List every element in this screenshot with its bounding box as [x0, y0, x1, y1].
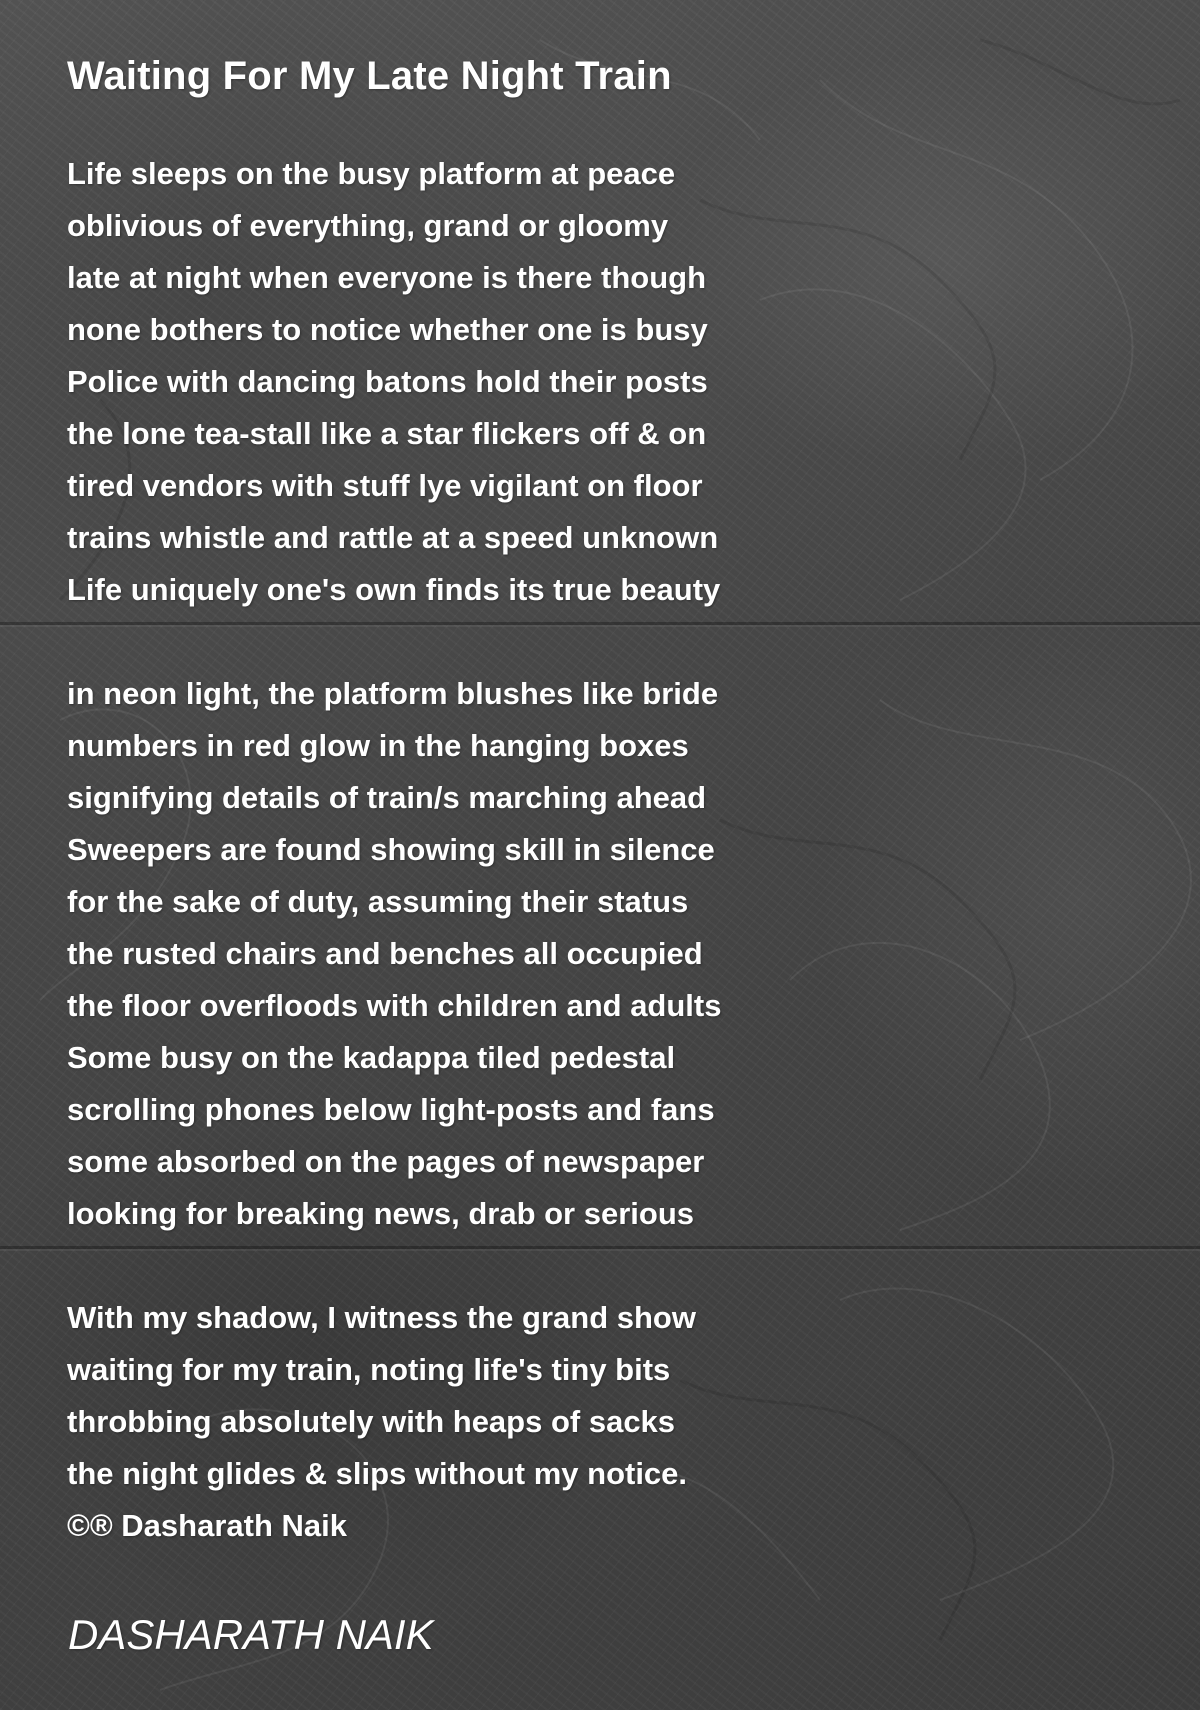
- poem-line: scrolling phones below light-posts and fans: [67, 1092, 715, 1127]
- poem-title: Waiting For My Late Night Train: [67, 54, 672, 98]
- poem-line: With my shadow, I witness the grand show: [67, 1300, 696, 1335]
- poem-line: the lone tea-stall like a star flickers off & on: [67, 416, 707, 451]
- poem-line: waiting for my train, noting life's tiny bits: [67, 1352, 671, 1387]
- poem-line: Life uniquely one's own finds its true beauty: [67, 572, 721, 607]
- poem-line: for the sake of duty, assuming their status: [67, 884, 689, 919]
- poem-line: Some busy on the kadappa tiled pedestal: [67, 1040, 676, 1075]
- poem-line: some absorbed on the pages of newspaper: [67, 1144, 705, 1179]
- poem-line: Life sleeps on the busy platform at peace: [67, 156, 676, 191]
- poem-line: signifying details of train/s marching ahead: [67, 780, 707, 815]
- author-name: DASHARATH NAIK: [68, 1611, 434, 1658]
- poem-line: tired vendors with stuff lye vigilant on floor: [67, 468, 703, 503]
- stanza: [67, 1292, 1067, 1552]
- poem-line: the floor overfloods with children and adults: [67, 988, 722, 1023]
- poem-line: the rusted chairs and benches all occupied: [67, 936, 703, 971]
- poem-line: numbers in red glow in the hanging boxes: [67, 728, 689, 763]
- poem-line: looking for breaking news, drab or serious: [67, 1196, 695, 1231]
- copyright-line: ©® Dasharath Naik: [67, 1508, 347, 1543]
- poem-line: none bothers to notice whether one is busy: [67, 312, 708, 347]
- stanza-break: [67, 616, 1067, 668]
- poem-line: late at night when everyone is there though: [67, 260, 707, 295]
- stanza: [67, 148, 1067, 616]
- poem-line: throbbing absolutely with heaps of sacks: [67, 1404, 676, 1439]
- poem-body: [67, 148, 1067, 1552]
- poem-line: Sweepers are found showing skill in silence: [67, 832, 715, 867]
- poem-line: Police with dancing batons hold their posts: [67, 364, 708, 399]
- poem-line: in neon light, the platform blushes like bride: [67, 676, 719, 711]
- stanza: [67, 668, 1067, 1240]
- poem-line: the night glides & slips without my notice.: [67, 1456, 688, 1491]
- poem-line: oblivious of everything, grand or gloomy: [67, 208, 669, 243]
- stanza-break: [67, 1240, 1067, 1292]
- poem-line: trains whistle and rattle at a speed unknown: [67, 520, 719, 555]
